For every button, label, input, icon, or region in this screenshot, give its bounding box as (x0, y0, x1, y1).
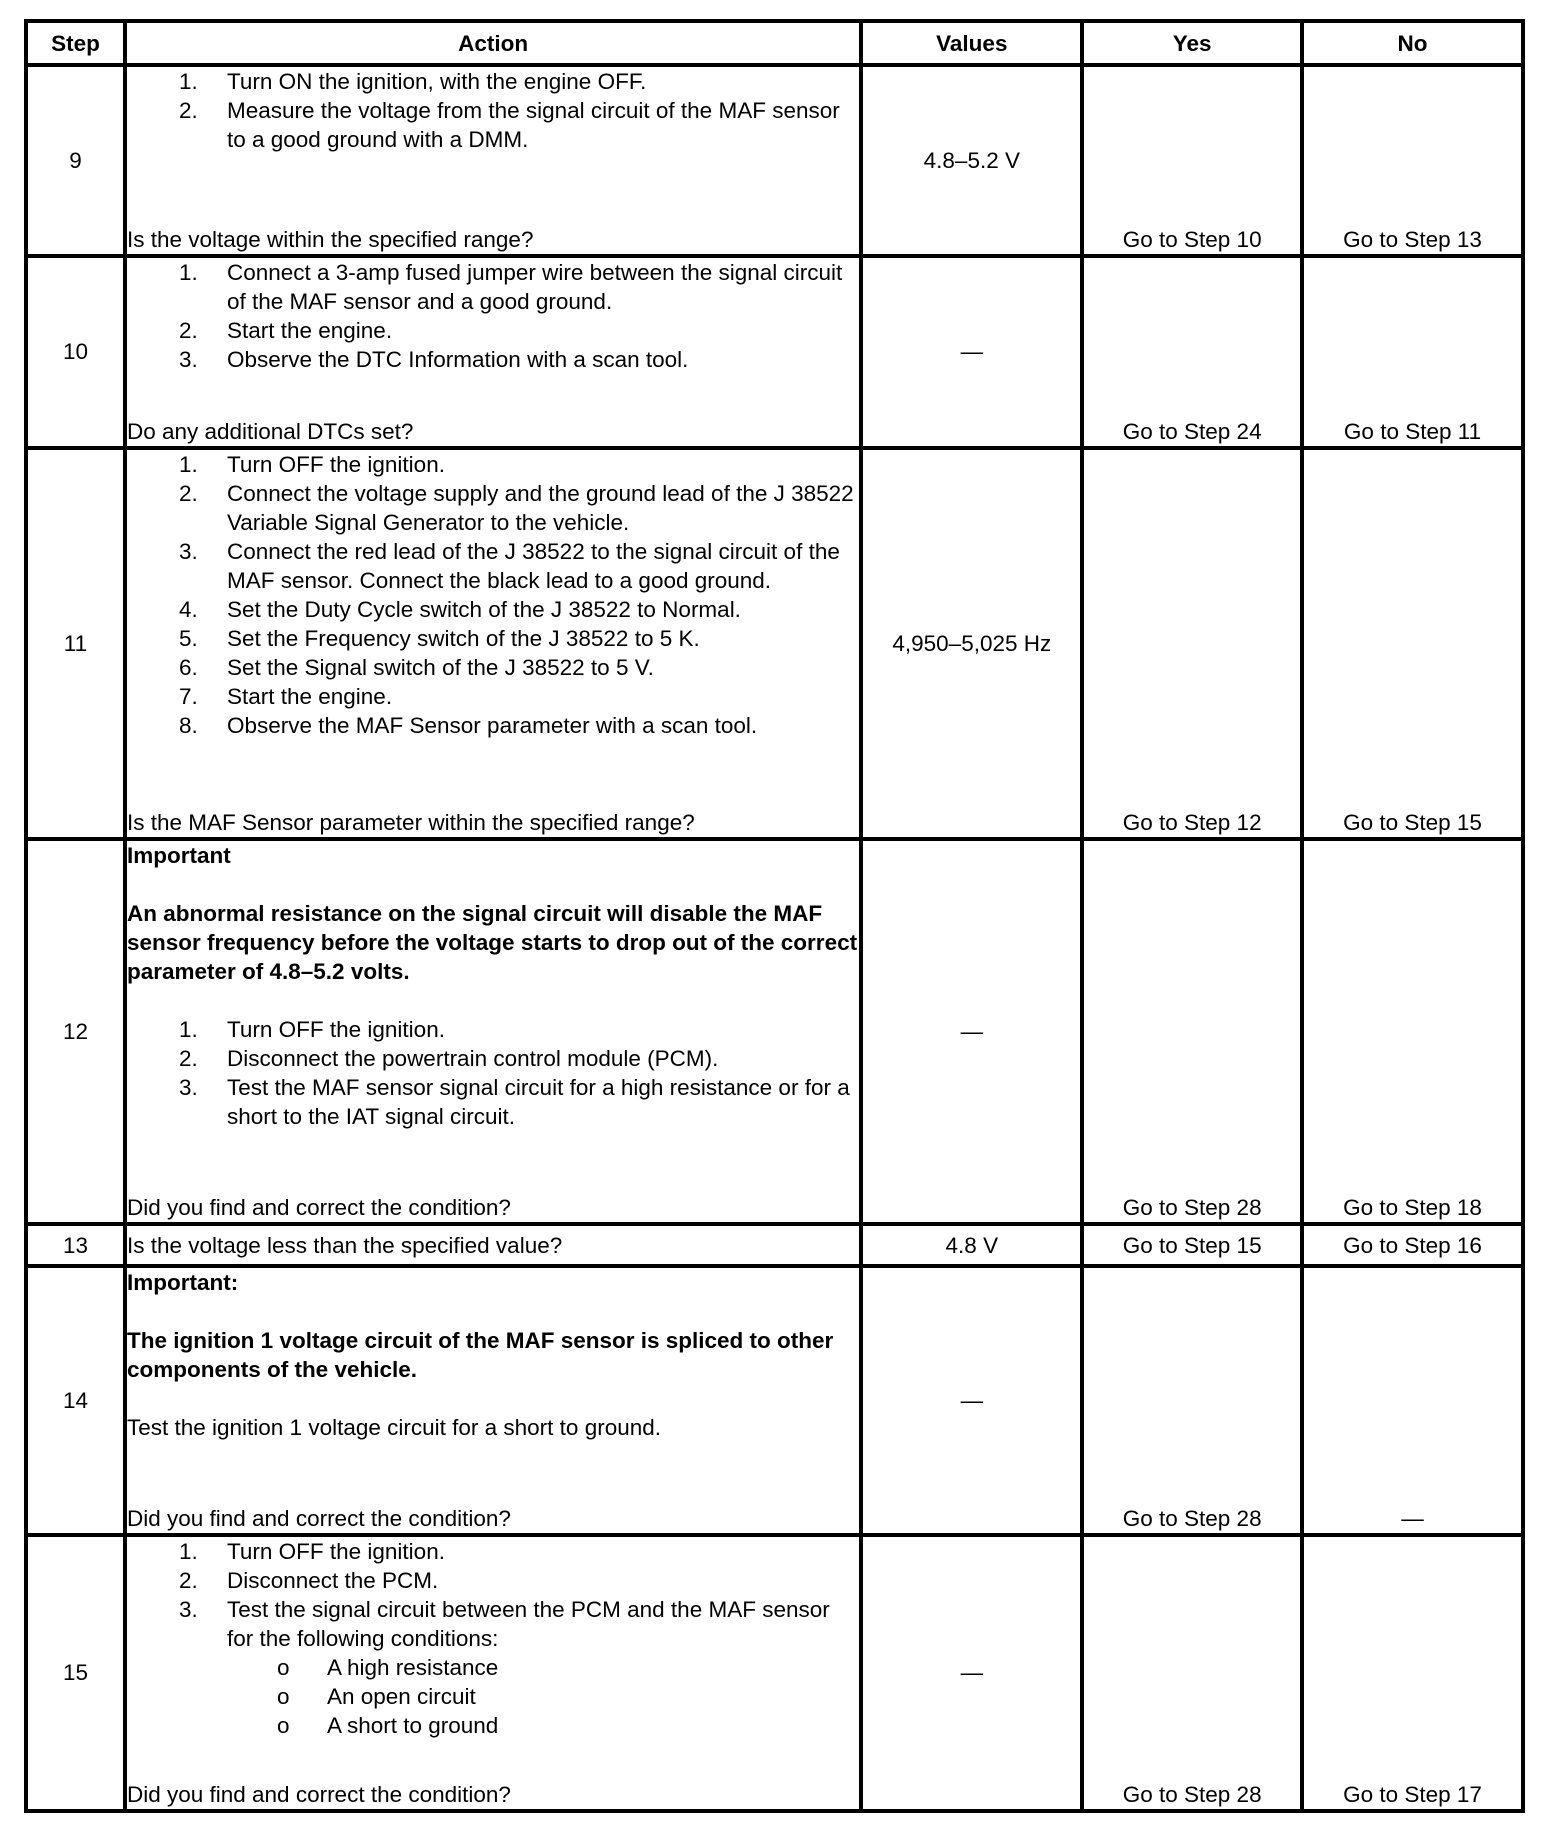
action-step: 5. Set the Frequency switch of the J 38522 to 5 K. (178, 626, 700, 651)
action-steps (127, 67, 859, 154)
value-cell: — (861, 1266, 1082, 1535)
question-text: Did you find and correct the condition? (126, 1195, 511, 1221)
action-step: 1. Connect a 3-amp fused jumper wire between the signal circuit of the MAF sensor and a good ground. (178, 259, 843, 314)
sub-condition: o An open circuit (276, 1683, 476, 1709)
header-yes: Yes (1082, 21, 1302, 65)
action-cell (125, 1535, 861, 1811)
important-note: The ignition 1 voltage circuit of the MAF sensor is spliced to other components of the vehicle. (126, 1327, 834, 1382)
action-cell (125, 65, 861, 256)
value-cell: — (861, 1535, 1082, 1811)
step-number: 12 (26, 839, 125, 1224)
yes-cell: Go to Step 28 (1082, 1266, 1302, 1535)
step-number: 11 (26, 448, 125, 839)
yes-cell: Go to Step 15 (1082, 1224, 1302, 1265)
action-step: 8. Observe the MAF Sensor parameter with a scan tool. (178, 713, 758, 738)
action-step: 3. Connect the red lead of the J 38522 to the signal circuit of the MAF sensor. Connect the black lead to a good ground. (178, 539, 840, 593)
sub-conditions (227, 1653, 859, 1740)
question-text: Is the voltage within the specified range? (126, 226, 534, 252)
value-cell: 4.8 V (861, 1224, 1082, 1265)
table-row-step-14 (26, 1266, 1523, 1535)
step-number: 10 (26, 256, 125, 448)
header-row (26, 21, 1523, 65)
action-cell (125, 448, 861, 839)
table-row-step-10 (26, 256, 1523, 448)
table-row-step-13 (26, 1224, 1523, 1265)
step-number: 13 (26, 1224, 125, 1265)
value-cell: — (861, 256, 1082, 448)
no-cell: Go to Step 11 (1302, 256, 1523, 448)
action-cell (125, 1224, 861, 1265)
table-row-step-9 (26, 65, 1523, 256)
action-step: 3. Observe the DTC Information with a scan tool. (178, 346, 689, 372)
action-step: 2. Disconnect the PCM. (178, 1567, 439, 1593)
action-step: 2. Disconnect the powertrain control module (PCM). (178, 1046, 719, 1072)
sub-condition: o A short to ground (276, 1712, 499, 1738)
header-values: Values (861, 21, 1082, 65)
action-steps (127, 1537, 859, 1740)
no-cell: Go to Step 13 (1302, 65, 1523, 256)
question-text: Do any additional DTCs set? (126, 419, 414, 444)
yes-cell: Go to Step 28 (1082, 839, 1302, 1224)
yes-cell: Go to Step 10 (1082, 65, 1302, 256)
table-row-step-11 (26, 448, 1523, 839)
yes-cell: Go to Step 12 (1082, 448, 1302, 839)
step-number: 9 (26, 65, 125, 256)
action-step: 2. Measure the voltage from the signal circuit of the MAF sensor to a good ground with a DMM. (178, 98, 840, 152)
header-step: Step (26, 21, 125, 65)
action-step: 1. Turn OFF the ignition. (178, 452, 445, 477)
no-cell: Go to Step 17 (1302, 1535, 1523, 1811)
question-text: Did you find and correct the condition? (126, 1782, 511, 1807)
action-step: 3. Test the signal circuit between the PCM and the MAF sensor for the following conditions: o A high resistance o An open circuit o A short to ground (127, 1595, 859, 1740)
no-cell: Go to Step 15 (1302, 448, 1523, 839)
sub-condition: o A high resistance (276, 1654, 499, 1680)
question-text: Did you find and correct the condition? (126, 1505, 511, 1531)
yes-cell: Go to Step 24 (1082, 256, 1302, 448)
action-steps (127, 450, 859, 740)
important-note: An abnormal resistance on the signal circuit will disable the MAF sensor frequency before the voltage starts to drop out of the correct parameter of 4.8–5.2 volts. (126, 901, 858, 985)
step-number: 14 (26, 1266, 125, 1535)
action-steps (127, 258, 859, 374)
action-cell (125, 1266, 861, 1535)
question-text: Is the voltage less than the specified value? (126, 1232, 563, 1258)
header-no: No (1302, 21, 1523, 65)
value-cell: — (861, 839, 1082, 1224)
action-step: 1. Turn OFF the ignition. (178, 1017, 445, 1043)
table-row-step-12 (26, 839, 1523, 1224)
important-label: Important (126, 843, 231, 869)
instruction-text: Test the ignition 1 voltage circuit for a short to ground. (126, 1414, 661, 1440)
action-cell (125, 256, 861, 448)
no-cell: — (1302, 1266, 1523, 1535)
action-step: 1. Turn OFF the ignition. (178, 1538, 445, 1564)
no-cell: Go to Step 18 (1302, 839, 1523, 1224)
step-number: 15 (26, 1535, 125, 1811)
value-cell: 4.8–5.2 V (861, 65, 1082, 256)
action-step: 3. Test the MAF sensor signal circuit for a high resistance or for a short to the IAT signal circuit. (178, 1075, 850, 1130)
action-step: 4. Set the Duty Cycle switch of the J 38522 to Normal. (178, 597, 741, 622)
important-label: Important: (126, 1269, 239, 1295)
table-row-step-15 (26, 1535, 1523, 1811)
value-cell: 4,950–5,025 Hz (861, 448, 1082, 839)
header-action: Action (125, 21, 861, 65)
action-step: 1. Turn ON the ignition, with the engine OFF. (178, 69, 647, 94)
action-steps (127, 1015, 859, 1131)
action-cell (125, 839, 861, 1224)
action-step: 2. Connect the voltage supply and the ground lead of the J 38522 Variable Signal Generator to the vehicle. (178, 481, 854, 535)
action-step: 7. Start the engine. (178, 684, 393, 709)
yes-cell: Go to Step 28 (1082, 1535, 1302, 1811)
diagnostic-table (24, 19, 1525, 1813)
action-step: 2. Start the engine. (178, 317, 393, 343)
action-step: 6. Set the Signal switch of the J 38522 to 5 V. (178, 655, 654, 680)
question-text: Is the MAF Sensor parameter within the specified range? (126, 810, 695, 836)
no-cell: Go to Step 16 (1302, 1224, 1523, 1265)
